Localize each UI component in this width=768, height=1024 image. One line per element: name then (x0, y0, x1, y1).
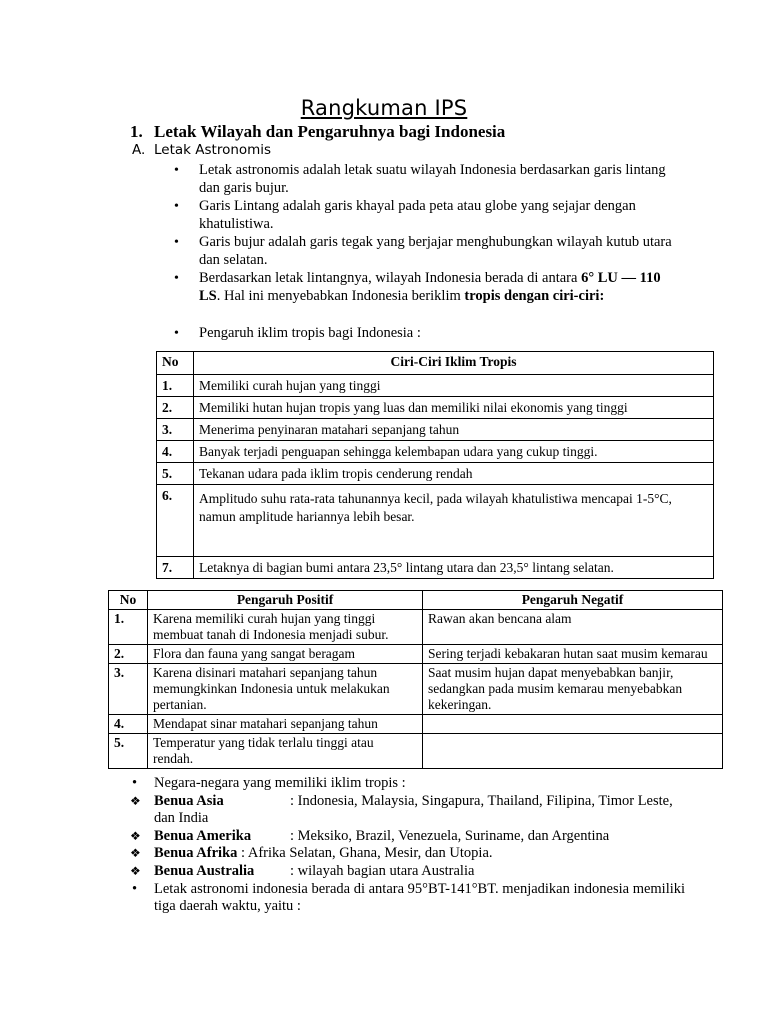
subsection-heading (132, 142, 271, 158)
table-row (157, 557, 714, 579)
row-negatif: Sering terjadi kebakaran hutan saat musim kemarau (423, 645, 723, 664)
bullet-item (174, 270, 684, 305)
document-title: Rangkuman IPS (300, 96, 468, 120)
table-row (157, 419, 714, 441)
table-row (109, 664, 723, 715)
diamond-bullet-item (132, 863, 692, 881)
table-row (157, 485, 714, 557)
benua-text: : Indonesia, Malaysia, Singapura, Thailand, Filipina, Timor Leste, dan India (154, 792, 673, 827)
table-header-row (109, 591, 723, 610)
table-row (109, 610, 723, 645)
row-text: Amplitudo suhu rata-rata tahunannya kecil, pada wilayah khatulistiwa mencapai 1-5°C, namun amplitude hariannya lebih besar. (194, 485, 714, 557)
benua-label: Benua Asia (154, 792, 224, 809)
bullet-item: • Pengaruh iklim tropis bagi Indonesia : (174, 325, 684, 343)
column-header-ciri: Ciri-Ciri Iklim Tropis (194, 352, 714, 375)
row-negatif (423, 715, 723, 734)
bullet-item: • Letak astronomi indonesia berada di antara 95°BT-141°BT. menjadikan indonesia memiliki tiga daerah waktu, yaitu : (132, 881, 692, 916)
row-number: 2. (157, 397, 194, 419)
benua-text: : Meksiko, Brazil, Venezuela, Suriname, dan Argentina (290, 827, 610, 844)
row-positif: Temperatur yang tidak terlalu tinggi atau rendah. (148, 734, 423, 769)
bullet-item: • Letak astronomis adalah letak suatu wilayah Indonesia berdasarkan garis lintang dan garis bujur. (174, 162, 684, 197)
section-title: Letak Wilayah dan Pengaruhnya bagi Indonesia (154, 122, 506, 141)
diamond-bullet-item (132, 793, 692, 828)
row-text: Tekanan udara pada iklim tropis cenderung rendah (194, 463, 714, 485)
row-number: 5. (109, 734, 148, 769)
subsection-number: A. (132, 142, 146, 158)
negara-tropis-list (132, 775, 692, 916)
row-positif: Flora dan fauna yang sangat beragam (148, 645, 423, 664)
row-number: 3. (157, 419, 194, 441)
section-heading (130, 122, 505, 142)
row-text: Memiliki hutan hujan tropis yang luas dan memiliki nilai ekonomis yang tinggi (194, 397, 714, 419)
row-number: 6. (157, 485, 194, 557)
row-number: 3. (109, 664, 148, 715)
row-number: 2. (109, 645, 148, 664)
benua-label: Benua Australia (154, 862, 255, 879)
table-row (109, 645, 723, 664)
row-negatif: Saat musim hujan dapat menyebabkan banjir, sedangkan pada musim kemarau menyebabkan kekeringan. (423, 664, 723, 715)
row-text: Banyak terjadi penguapan sehingga kelembapan udara yang cukup tinggi. (194, 441, 714, 463)
row-number: 4. (109, 715, 148, 734)
ciri-iklim-table (156, 351, 714, 579)
astronomis-bullet-list (174, 162, 684, 306)
table-row (157, 441, 714, 463)
row-number: 1. (157, 375, 194, 397)
row-negatif (423, 734, 723, 769)
column-header-no: No (109, 591, 148, 610)
diamond-bullet-item (132, 845, 692, 863)
table-row (109, 734, 723, 769)
column-header-negatif: Pengaruh Negatif (423, 591, 723, 610)
row-positif: Karena memiliki curah hujan yang tinggi membuat tanah di Indonesia menjadi subur. (148, 610, 423, 645)
bullet-bold-text: tropis dengan ciri-ciri: (464, 287, 605, 304)
section-number: 1. (130, 122, 143, 141)
table-row (157, 375, 714, 397)
table-row (157, 463, 714, 485)
bullet-item: • Garis bujur adalah garis tegak yang berjajar menghubungkan wilayah kutub utara dan selatan. (174, 234, 684, 269)
row-number: 5. (157, 463, 194, 485)
bullet-text: Berdasarkan letak lintangnya, wilayah Indonesia berada di antara (199, 270, 582, 286)
row-text: Letaknya di bagian bumi antara 23,5° lintang utara dan 23,5° lintang selatan. (194, 557, 714, 579)
row-text: Memiliki curah hujan yang tinggi (194, 375, 714, 397)
benua-label: Benua Afrika (154, 845, 238, 862)
benua-label: Benua Amerika (154, 827, 252, 844)
diamond-bullet-item (132, 828, 692, 846)
row-positif: Mendapat sinar matahari sepanjang tahun (148, 715, 423, 734)
subsection-title: Letak Astronomis (154, 142, 272, 158)
bullet-bold-text: 6° LU — 110 LS (199, 270, 661, 304)
column-header-positif: Pengaruh Positif (148, 591, 423, 610)
column-header-no: No (157, 352, 194, 375)
bullet-text: . Hal ini menyebabkan Indonesia beriklim (216, 287, 465, 304)
benua-text: : wilayah bagian utara Australia (290, 862, 475, 879)
row-number: 4. (157, 441, 194, 463)
table-row (157, 397, 714, 419)
row-number: 1. (109, 610, 148, 645)
benua-text: : Afrika Selatan, Ghana, Mesir, dan Utopia. (241, 845, 493, 862)
row-number: 7. (157, 557, 194, 579)
row-text: Menerima penyinaran matahari sepanjang tahun (194, 419, 714, 441)
pengaruh-table (108, 590, 723, 769)
pengaruh-bullet-list (174, 325, 684, 344)
table-row (109, 715, 723, 734)
table-header-row (157, 352, 714, 375)
row-positif: Karena disinari matahari sepanjang tahun memungkinkan Indonesia untuk melakukan pertanian. (148, 664, 423, 715)
bullet-item: • Negara-negara yang memiliki iklim tropis : (132, 775, 692, 793)
row-negatif: Rawan akan bencana alam (423, 610, 723, 645)
bullet-item: • Garis Lintang adalah garis khayal pada peta atau globe yang sejajar dengan khatulistiwa. (174, 198, 684, 233)
